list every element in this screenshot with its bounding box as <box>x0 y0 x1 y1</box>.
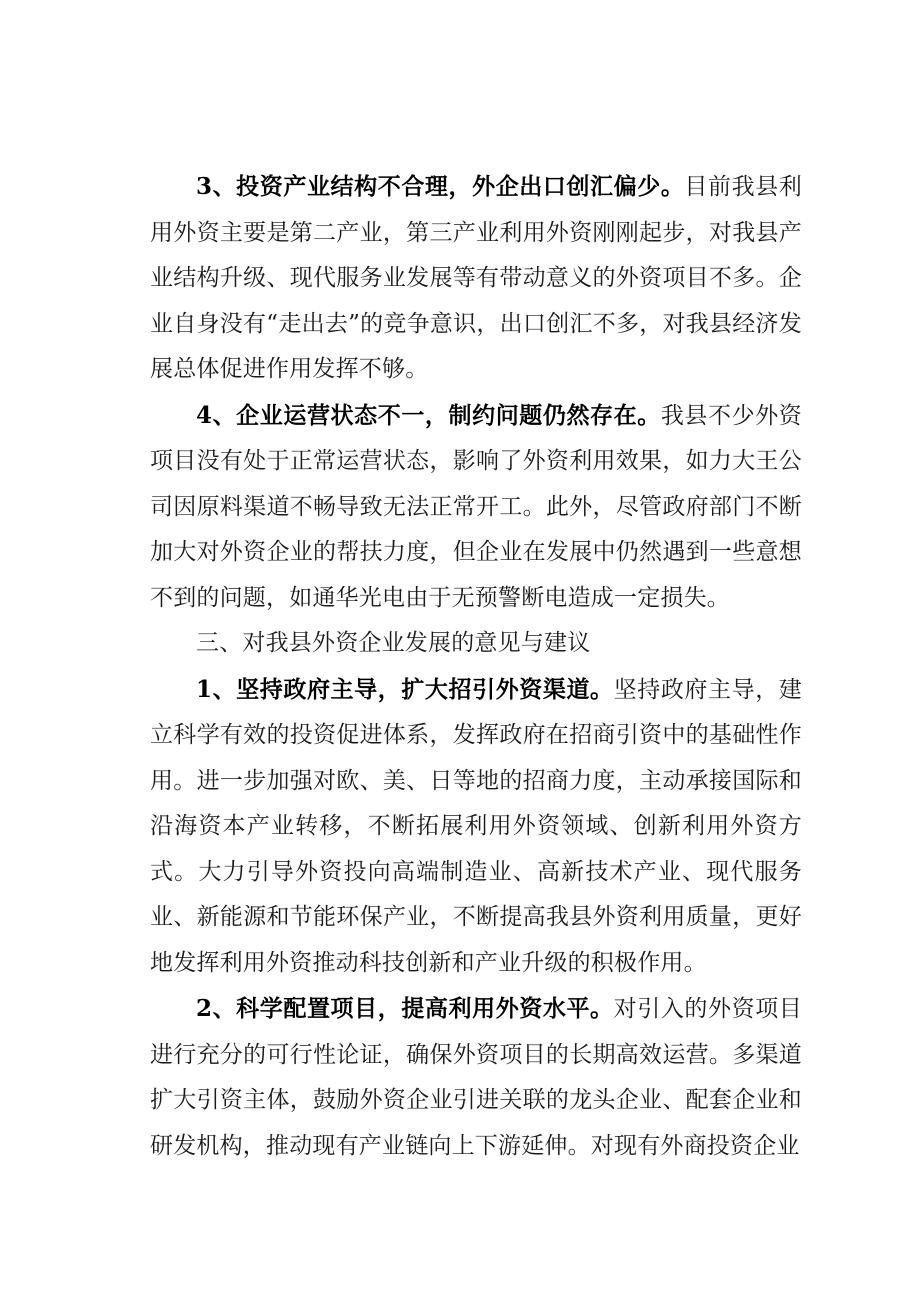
paragraph-body: 目前我县利用外资主要是第二产业，第三产业利用外资刚刚起步，对我县产业结构升级、现代服务业发展等有带动意义的外资项目不多。企业自身没有“走出去”的竞争意识，出口创汇不多，对我县经济发展总体促进作用发挥不够。 <box>150 174 802 382</box>
paragraph-lead: 1、坚持政府主导，扩大招引外资渠道。 <box>196 675 614 703</box>
paragraph-body: 对引入的外资项目进行充分的可行性论证，确保外资项目的长期高效运营。多渠道扩大引资主体，鼓励外资企业引进关联的龙头企业、配套企业和研发机构，推动现有产业链向上下游延伸。对现有外商投资企业 <box>150 996 802 1159</box>
paragraph-government-led <box>150 667 802 987</box>
paragraph-body: 坚持政府主导，建立科学有效的投资促进体系，发挥政府在招商引资中的基础性作用。进一步加强对欧、美、日等地的招商力度，主动承接国际和沿海资本产业转移，不断拓展利用外资领域、创新利用外资方式。大力引导外资投向高端制造业、高新技术产业、现代服务业、新能源和节能环保产业，不断提高我县外资利用质量，更好地发挥利用外资推动科技创新和产业升级的积极作用。 <box>150 676 802 976</box>
document-page <box>150 164 802 1169</box>
paragraph-body: 我县不少外资项目没有处于正常运营状态，影响了外资利用效果，如力大王公司因原料渠道不畅导致无法正常开工。此外，尽管政府部门不断加大对外资企业的帮扶力度，但企业在发展中仍然遇到一些意想不到的问题，如通华光电由于无预警断电造成一定损失。 <box>150 402 802 611</box>
paragraph-project-allocation <box>150 986 802 1169</box>
paragraph-lead: 4、企业运营状态不一，制约问题仍然存在。 <box>196 401 661 429</box>
paragraph-operating-status <box>150 393 802 622</box>
paragraph-investment-structure <box>150 164 802 393</box>
paragraph-lead: 2、科学配置项目，提高利用外资水平。 <box>196 995 614 1022</box>
paragraph-lead: 3、投资产业结构不合理，外企出口创汇偏少。 <box>196 173 685 200</box>
section-heading: 三、对我县外资企业发展的意见与建议 <box>196 630 591 656</box>
